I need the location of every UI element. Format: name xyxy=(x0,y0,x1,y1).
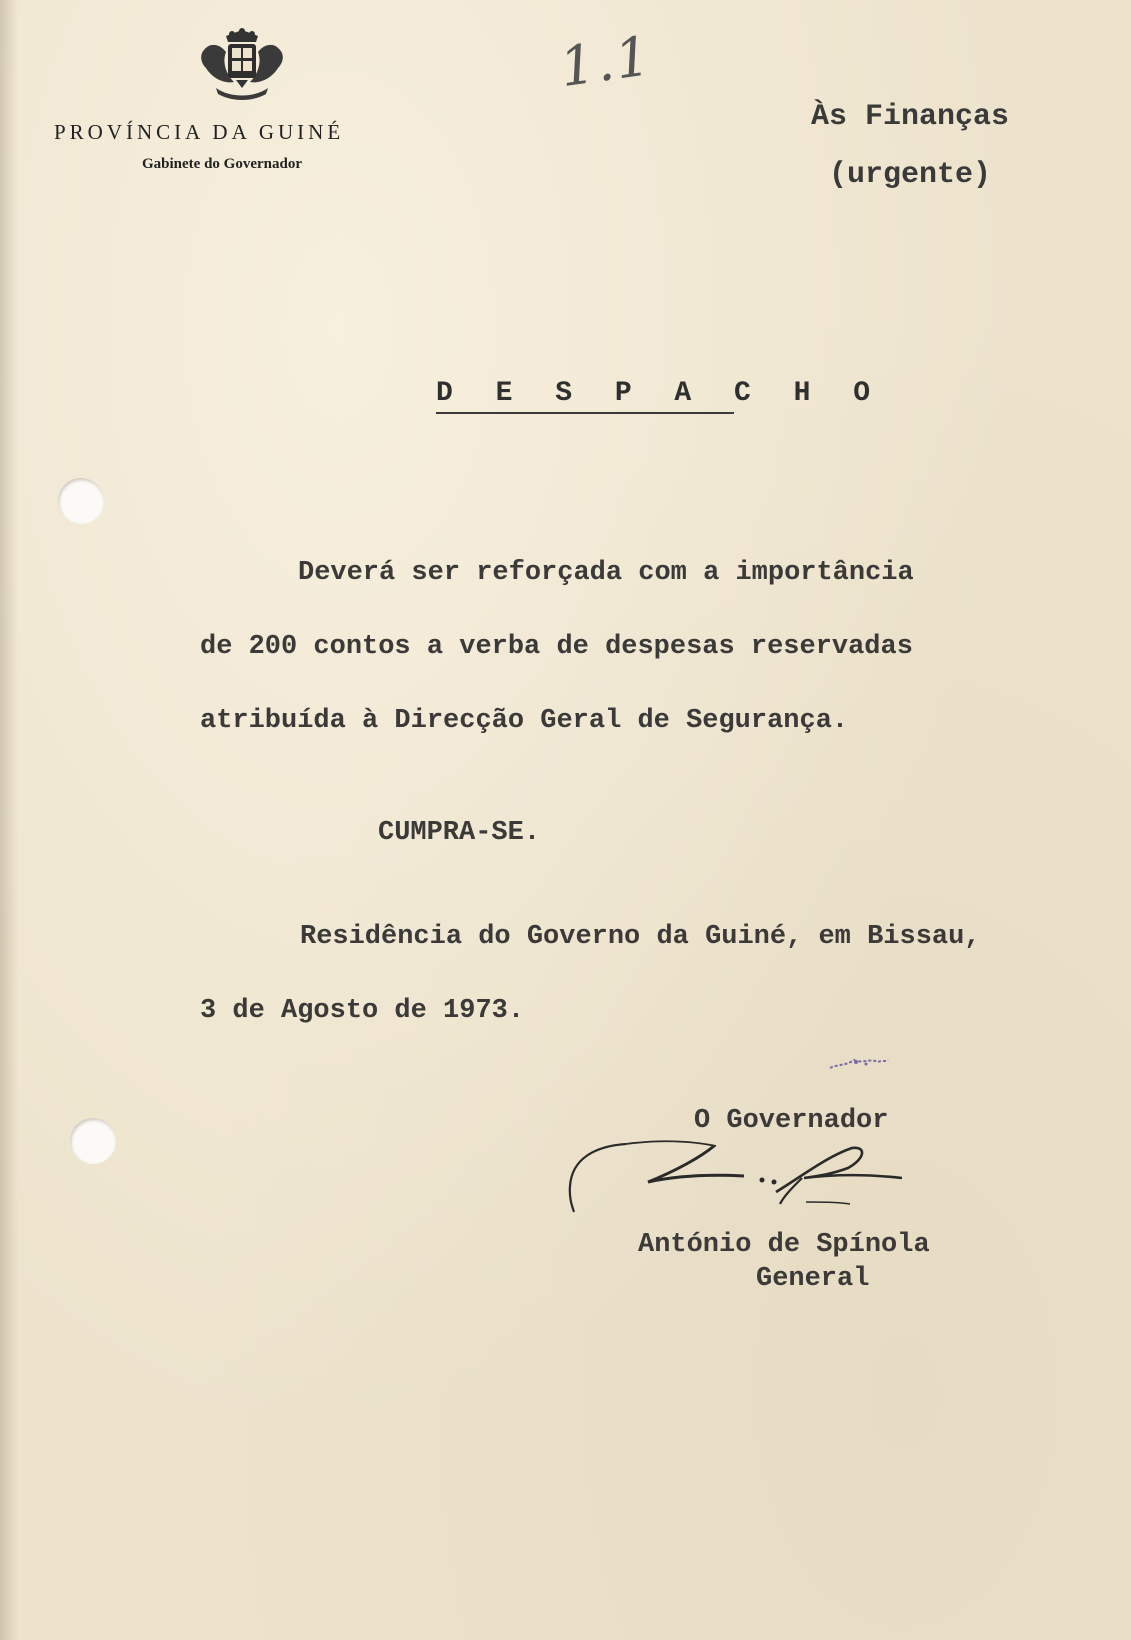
signatory-name: António de Spínola xyxy=(638,1230,930,1260)
paragraph-line-1: Deverá ser reforçada com a importância xyxy=(298,558,914,588)
letterhead-subtitle: Gabinete do Governador xyxy=(142,156,302,172)
letterhead-title: PROVÍNCIA DA GUINÉ xyxy=(54,120,345,144)
order-line: CUMPRA-SE. xyxy=(378,818,541,848)
title-underline xyxy=(436,412,734,414)
signatory-rank: General xyxy=(756,1264,870,1294)
ink-stamp-mark xyxy=(826,1052,892,1074)
signatory-role: O Governador xyxy=(694,1106,889,1136)
handwritten-margin-note: 1.1 xyxy=(556,23,656,100)
paragraph-line-2: de 200 contos a verba de despesas reservadas xyxy=(200,632,913,662)
routing-priority: (urgente) xyxy=(828,158,992,192)
routing-recipient: Às Finanças xyxy=(810,100,1010,134)
handwritten-signature xyxy=(566,1136,946,1226)
coat-of-arms-icon xyxy=(196,28,288,102)
paragraph-line-3: atribuída à Direcção Geral de Segurança. xyxy=(200,706,849,736)
page-edge-shadow xyxy=(0,0,18,1640)
document-title: D E S P A C H O xyxy=(436,378,884,409)
date-line: 3 de Agosto de 1973. xyxy=(200,996,525,1026)
place-line-1: Residência do Governo da Guiné, em Bissau, xyxy=(300,922,981,952)
punch-hole-top xyxy=(58,478,104,524)
punch-hole-bottom xyxy=(70,1118,116,1164)
routing-note xyxy=(760,88,1060,204)
